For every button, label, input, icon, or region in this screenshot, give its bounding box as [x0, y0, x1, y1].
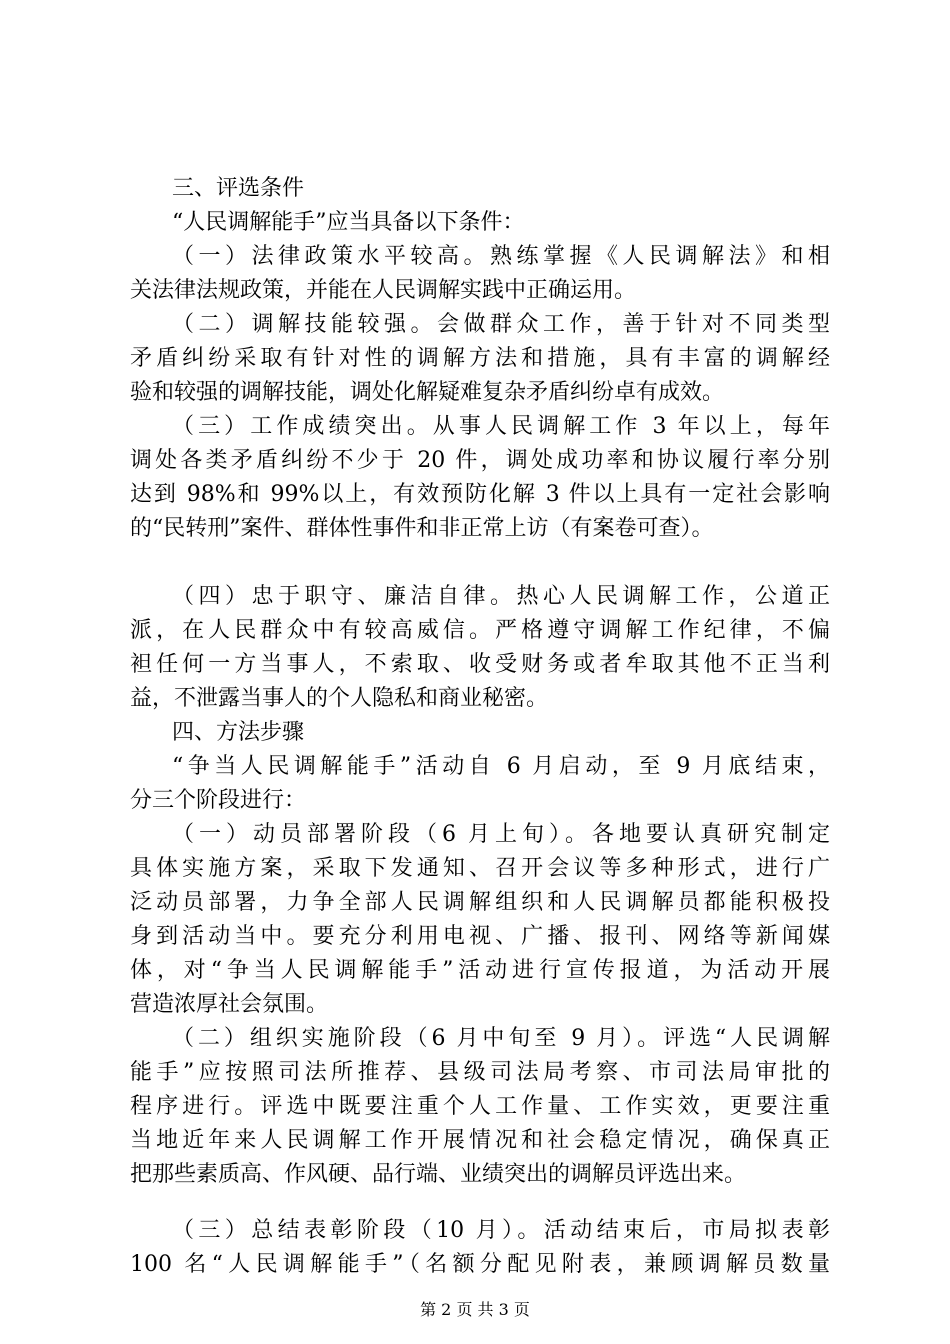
paragraph-line: （四）忠于职守、廉洁自律。热心人民调解工作，公道正: [172, 584, 830, 609]
paragraph-line: “争当人民调解能手”活动自 6 月启动，至 9 月底结束，: [172, 754, 830, 779]
paragraph-line: 程序进行。评选中既要注重个人工作量、工作实效，更要注重: [130, 1094, 830, 1119]
paragraph-line: 的“民转刑”案件、群体性事件和非正常上访（有案卷可查）。: [130, 516, 714, 541]
paragraph-line: （一）法律政策水平较高。熟练掌握《人民调解法》和相: [172, 244, 830, 269]
paragraph-line: （二）组织实施阶段（6 月中旬至 9 月）。评选“人民调解: [172, 1026, 830, 1051]
paragraph-line: 分三个阶段进行：: [130, 788, 307, 813]
paragraph-line: 具体实施方案，采取下发通知、召开会议等多种形式，进行广: [130, 856, 830, 881]
paragraph-line: （三）总结表彰阶段（10 月）。活动结束后，市局拟表彰: [172, 1218, 830, 1243]
paragraph-line: 体，对“争当人民调解能手”活动进行宣传报道，为活动开展: [130, 958, 830, 983]
paragraph-line: 关法律法规政策，并能在人民调解实践中正确运用。: [130, 278, 637, 303]
paragraph-line: “人民调解能手”应当具备以下条件：: [172, 210, 525, 235]
page-footer: 第 2 页 共 3 页: [420, 1300, 530, 1319]
paragraph-line: 能手”应按照司法所推荐、县级司法局考察、市司法局审批的: [130, 1060, 830, 1085]
paragraph-line: 达到 98%和 99%以上，有效预防化解 3 件以上具有一定社会影响: [130, 482, 830, 507]
paragraph-line: 矛盾纠纷采取有针对性的调解方法和措施，具有丰富的调解经: [130, 346, 830, 371]
paragraph-line: 把那些素质高、作风硬、品行端、业绩突出的调解员评选出来。: [130, 1162, 747, 1187]
paragraph-line: （二）调解技能较强。会做群众工作，善于针对不同类型: [172, 312, 830, 337]
section-heading-4: 四、方法步骤: [172, 720, 305, 745]
paragraph-line: 派，在人民群众中有较高威信。严格遵守调解工作纪律，不偏: [130, 618, 830, 643]
paragraph-line: 调处各类矛盾纠纷不少于 20 件，调处成功率和协议履行率分别: [130, 448, 830, 473]
paragraph-line: 验和较强的调解技能，调处化解疑难复杂矛盾纠纷卓有成效。: [130, 380, 725, 405]
paragraph-line: 泛动员部署，力争全部人民调解组织和人民调解员都能积极投: [130, 890, 830, 915]
section-heading-3: 三、评选条件: [172, 176, 305, 201]
paragraph-line: （一）动员部署阶段（6 月上旬）。各地要认真研究制定: [172, 822, 830, 847]
paragraph-line: 袒任何一方当事人，不索取、收受财务或者牟取其他不正当利: [130, 652, 830, 677]
paragraph-line: 100 名“人民调解能手”（名额分配见附表，兼顾调解员数量: [130, 1252, 830, 1277]
paragraph-line: 营造浓厚社会氛围。: [130, 992, 329, 1017]
paragraph-line: 当地近年来人民调解工作开展情况和社会稳定情况，确保真正: [130, 1128, 830, 1153]
paragraph-line: （三）工作成绩突出。从事人民调解工作 3 年以上，每年: [172, 414, 830, 439]
paragraph-line: 益，不泄露当事人的个人隐私和商业秘密。: [130, 686, 549, 711]
paragraph-line: 身到活动当中。要充分利用电视、广播、报刊、网络等新闻媒: [130, 924, 830, 949]
